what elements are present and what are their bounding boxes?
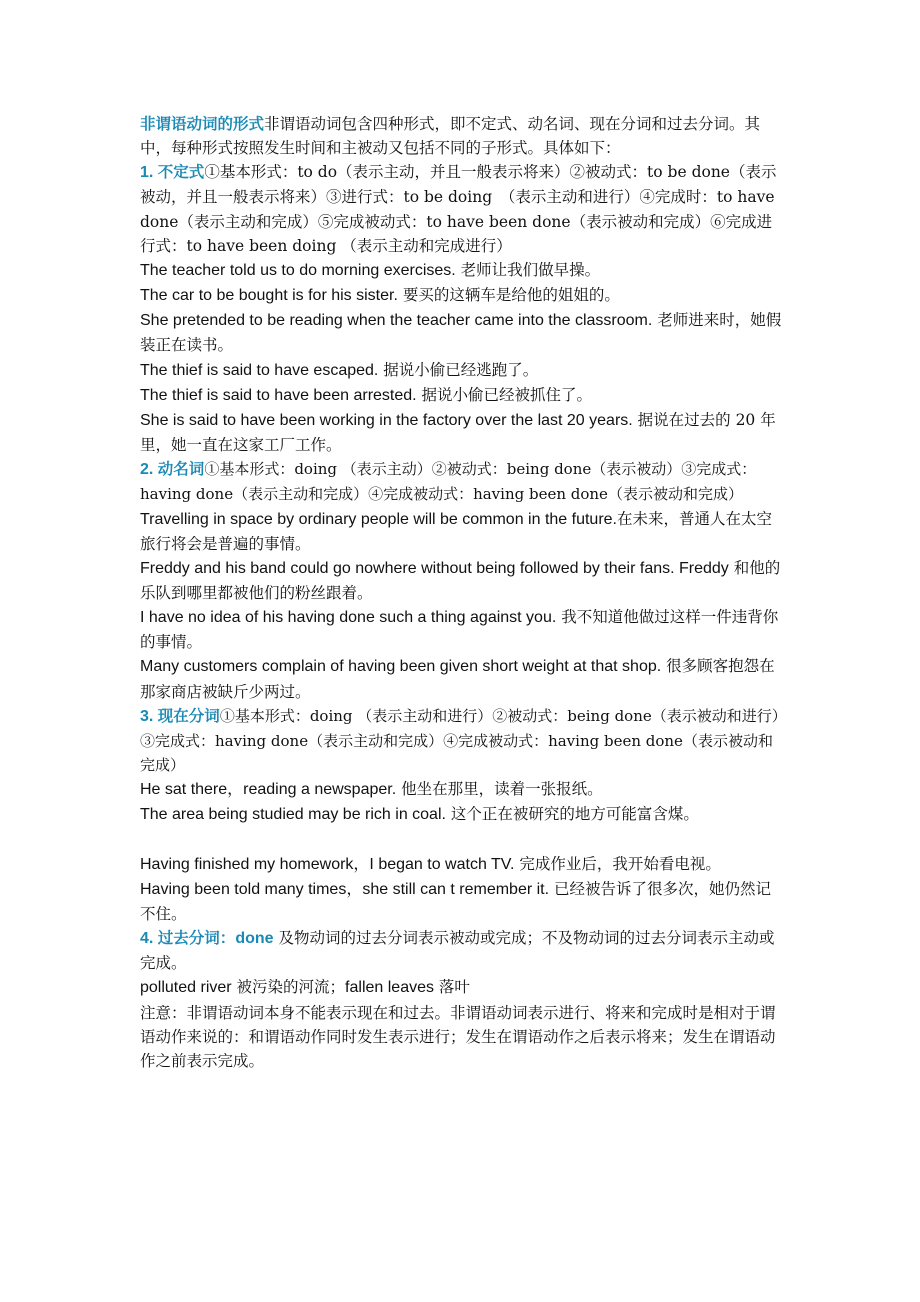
example-en: Having been told many times，she still can t remember it. xyxy=(140,880,550,898)
section-1-title: 不定式 xyxy=(157,162,205,182)
example-line xyxy=(140,556,785,605)
example-cn: 我不知道他做过这样一件违背你的事情。 xyxy=(140,608,779,652)
section-4-title: 过去分词： xyxy=(157,928,236,948)
example-cn: 这个正在被研究的地方可能富含煤。 xyxy=(445,805,699,824)
example-en: Travelling in space by ordinary people will be common in the future. xyxy=(140,510,617,528)
section-2-body: ①基本形式：doing （表示主动）②被动式：being done（表示被动）③完成式：having done（表示主动和完成）④完成被动式：having been done（表示被动和完成） xyxy=(140,460,757,504)
example-cn: 落叶 xyxy=(434,978,470,997)
example-line xyxy=(140,877,785,926)
example-en: The thief is said to have escaped. xyxy=(140,361,379,379)
example-cn: 和他的乐队到哪里都被他们的粉丝跟着。 xyxy=(140,558,781,602)
example-line xyxy=(140,777,785,802)
section-1-paragraph xyxy=(140,160,785,258)
section-3-number: 3. xyxy=(140,707,158,725)
example-en: I have no idea of his having done such a thing against you. xyxy=(140,609,557,627)
example-cn: 据说小偷已经逃跑了。 xyxy=(378,360,539,379)
example-cn: 被污染的河流； xyxy=(231,978,346,997)
example-en: The teacher told us to do morning exercises. xyxy=(140,261,456,279)
example-cn: 他坐在那里，读着一张报纸。 xyxy=(396,780,603,799)
example-line xyxy=(140,358,785,383)
section-3-body: ①基本形式：doing （表示主动和进行）②被动式：being done（表示被动和进行）③完成式：having done（表示主动和完成）④完成被动式：having been done（表示被动和完成） xyxy=(140,706,780,775)
example-en: fallen leaves xyxy=(345,979,434,997)
example-line xyxy=(140,258,785,283)
section-1-body: ①基本形式：to do（表示主动，并且一般表示将来）②被动式：to be done（表示被动，并且一般表示将来）③进行式：to be doing （表示主动和进行）④完成时：to have done（表示主动和完成）⑤完成被动式：to have been done（表示被动和完成）⑥完成进行式：to have been doing （表示主动和完成进行） xyxy=(140,163,777,255)
example-line xyxy=(140,802,785,827)
example-en: Freddy and his band could go nowhere without being followed by their fans. Freddy xyxy=(140,559,729,577)
example-en: She pretended to be reading when the teacher came into the classroom. xyxy=(140,312,653,330)
example-en: polluted river xyxy=(140,979,232,997)
intro-text: 非谓语动词包含四种形式，即不定式、动名词、现在分词和过去分词。其中，每种形式按照发生时间和主被动又包括不同的子形式。具体如下： xyxy=(140,115,761,158)
example-en: He sat there，reading a newspaper. xyxy=(140,781,397,799)
section-3-paragraph xyxy=(140,704,785,777)
section-2-paragraph xyxy=(140,457,785,506)
example-cn: 已经被告诉了很多次，她仍然记不住。 xyxy=(140,879,771,923)
example-en: She is said to have been working in the factory over the last 20 years. xyxy=(140,411,633,429)
section-1-number: 1. xyxy=(140,164,158,182)
example-cn: 很多顾客抱怨在那家商店被缺斤少两过。 xyxy=(140,657,775,701)
example-cn: 据说小偷已经被抓住了。 xyxy=(416,385,593,404)
section-4-body: 及物动词的过去分词表示被动或完成；不及物动词的过去分词表示主动或完成。 xyxy=(140,929,775,973)
section-3-title: 现在分词 xyxy=(157,705,220,725)
intro-paragraph xyxy=(140,112,785,160)
intro-heading: 非谓语动词的形式 xyxy=(140,114,265,133)
example-cn: 老师进来时，她假装正在读书。 xyxy=(140,311,782,355)
example-cn: 在未来，普通人在太空旅行将会是普遍的事情。 xyxy=(140,509,772,553)
note-paragraph: 注意：非谓语动词本身不能表示现在和过去。非谓语动词表示进行、将来和完成时是相对于谓语动作来说的：和谓语动作同时发生表示进行；发生在谓语动作之后表示将来；发生在谓语动作之前表示完成。 xyxy=(140,1003,776,1070)
example-cn: 要买的这辆车是给他的姐姐的。 xyxy=(397,286,620,305)
example-cn: 据说在过去的 20 年里，她一直在这家工厂工作。 xyxy=(140,410,776,455)
section-4-number: 4. xyxy=(140,930,158,948)
section-2-title: 动名词 xyxy=(157,459,205,479)
section-2-number: 2. xyxy=(140,461,158,479)
example-line xyxy=(140,308,785,357)
example-en: The car to be bought is for his sister. xyxy=(140,287,398,305)
example-line xyxy=(140,507,785,556)
example-cn: 老师让我们做早操。 xyxy=(455,260,601,279)
example-line xyxy=(140,605,785,654)
example-en: The area being studied may be rich in coal. xyxy=(140,806,446,824)
example-en: Having finished my homework，I began to watch TV. xyxy=(140,855,515,873)
example-line xyxy=(140,408,785,457)
section-4-paragraph xyxy=(140,926,785,975)
example-line xyxy=(140,654,785,703)
example-line xyxy=(140,283,785,308)
example-line xyxy=(140,383,785,408)
example-en: Many customers complain of having been given short weight at that shop. xyxy=(140,658,662,676)
example-en: The thief is said to have been arrested. xyxy=(140,386,417,404)
blank-line xyxy=(140,828,785,852)
document-body xyxy=(140,112,785,1073)
example-line xyxy=(140,975,785,1000)
section-4-done: done xyxy=(235,930,274,948)
example-line xyxy=(140,852,785,877)
example-cn: 完成作业后，我开始看电视。 xyxy=(514,854,721,873)
